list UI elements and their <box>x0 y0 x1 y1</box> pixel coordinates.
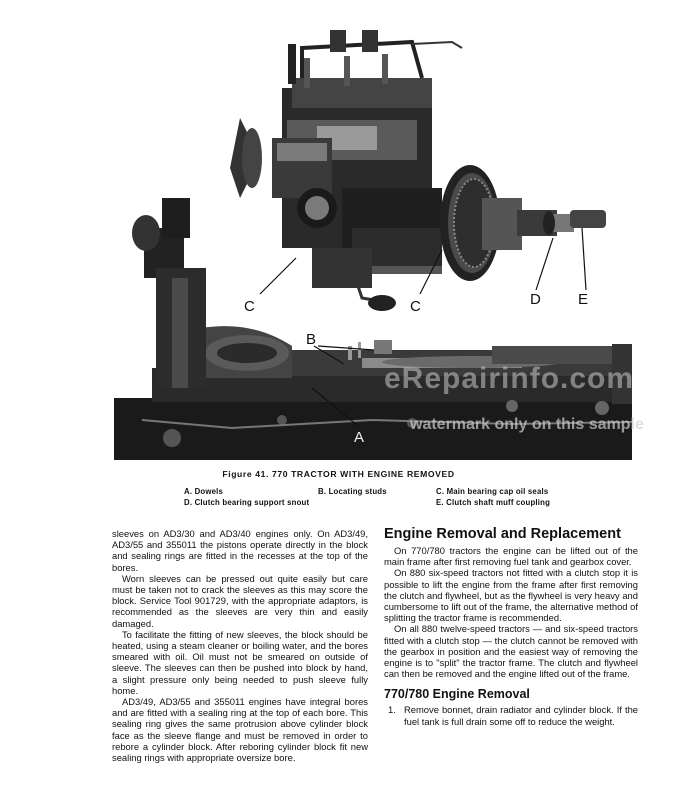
right-para-2: On 880 six-speed tractors not fitted with a clutch stop it is possible to lift the engine from the frame after first removing the clutch and flywheel, but as the flywheel is very heavy and cumbersome to lift out of the frame, the alternative method of splitting the tractor frame is recommended. <box>384 567 638 624</box>
callout-b: B <box>306 331 317 348</box>
callout-c-left: C <box>244 298 255 315</box>
left-para-3: To facilitate the fitting of new sleeves, the block should be heated, using a steam cleaner or boiling water, and the bores smeared with oil. Oil must not be smeared on outside of sleeve. The sleeves can then be pushed into block by hand, a slight pressure only being needed to push sleeve fully home. <box>112 628 368 696</box>
left-para-4: AD3/49, AD3/55 and 355011 engines have integral bores and are fitted with a sealing ring at the top of each bore. This sealing ring gives the same protrusion above cylinder block face as the sleeve flange and must be removed in order to rebore a cylinder block. After reboring cylinder block fit new sealing rings with appropriate oversize bore. <box>112 696 368 764</box>
callout-d: D <box>530 291 541 308</box>
right-para-1: On 770/780 tractors the engine can be lifted out of the main frame after first removing fuel tank and gearbox cover. <box>384 545 638 568</box>
tractor-engine-photo <box>112 28 634 466</box>
right-column <box>384 526 638 727</box>
callout-c-right: C <box>410 298 421 315</box>
callout-a: A <box>354 429 365 446</box>
watermark-site: eRepairinfo.com <box>384 362 635 395</box>
legend-e: E. Clutch shaft muff coupling <box>436 498 551 507</box>
legend-c: C. Main bearing cap oil seals <box>436 487 549 496</box>
heading-engine-removal: Engine Removal and Replacement <box>384 526 621 542</box>
step-1-text: Remove bonnet, drain radiator and cylinder block. If the fuel tank is full drain some off to reduce the weight. <box>404 704 638 727</box>
watermark-note: watermark only on this sample <box>410 416 644 433</box>
legend-b: B. Locating studs <box>318 487 387 496</box>
step-1 <box>384 704 638 726</box>
left-para-2: Worn sleeves can be pressed out quite easily but care must be taken not to crack the sleeves as this may score the block. Service Tool 901729, with the appropriate adaptors, is recommended as the sleeves are very thin and easily damaged. <box>112 572 368 629</box>
right-para-3: On all 880 twelve-speed tractors — and six-speed tractors fitted with a clutch stop — the clutch cannot be removed with the gearbox in position and the easiest way of removing the engine is to "split" the tractor frame. The clutch and flywheel can then be removed and the engine lifted out of the frame. <box>384 623 638 680</box>
legend-d: D. Clutch bearing support snout <box>184 498 310 507</box>
heading-770-780-removal: 770/780 Engine Removal <box>384 687 530 702</box>
callout-e: E <box>578 291 589 308</box>
left-para-1: sleeves on AD3/30 and AD3/40 engines only. On AD3/49, AD3/55 and 355011 the pistons operate directly in the block and sealing rings are fitted in the recesses at the top of the bores. <box>112 528 368 573</box>
left-column <box>112 528 368 763</box>
figure-caption: Figure 41. 770 TRACTOR WITH ENGINE REMOVED <box>222 469 455 479</box>
legend-a: A. Dowels <box>184 487 224 496</box>
step-1-number: 1. <box>388 704 396 716</box>
